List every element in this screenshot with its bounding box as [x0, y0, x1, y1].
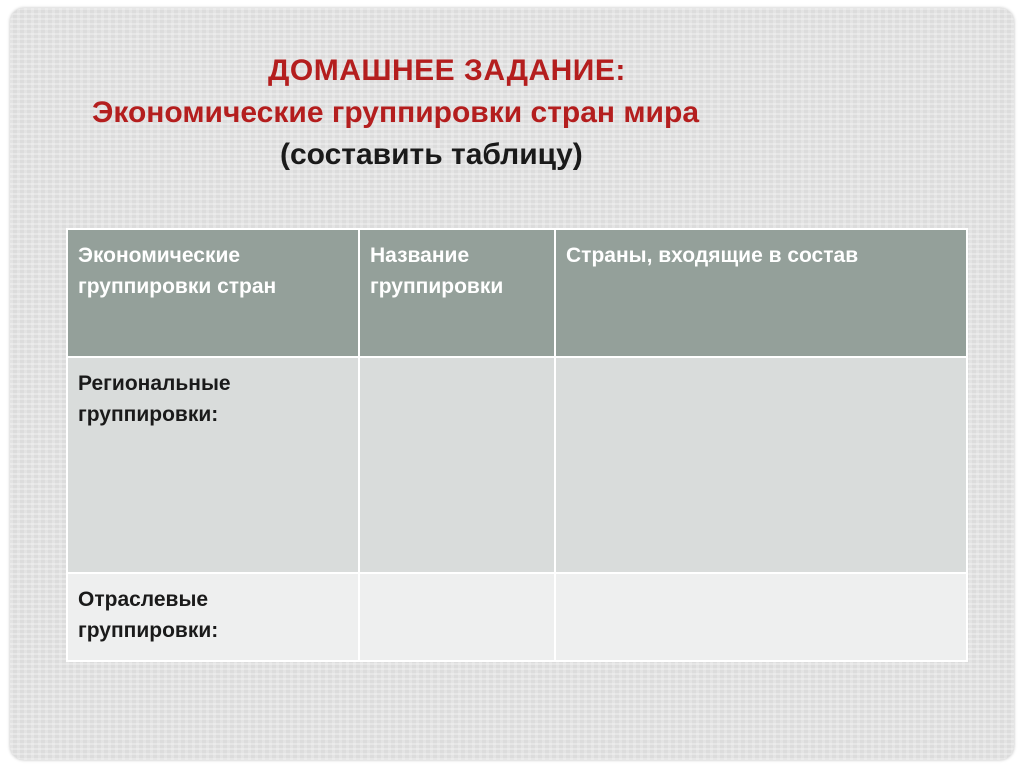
table-row [67, 573, 967, 661]
header-cell-countries: Страны, входящие в состав [555, 229, 967, 357]
slide-instruction: (составить таблицу) [280, 138, 583, 171]
slide-heading: ДОМАШНЕЕ ЗАДАНИЕ: [268, 54, 626, 87]
slide-subtitle: Экономические группировки стран мира [92, 96, 700, 129]
row-label-regional: Региональные группировки: [67, 357, 359, 573]
table-cell [555, 573, 967, 661]
assignment-table [66, 228, 968, 662]
table-row [67, 357, 967, 573]
table-cell [359, 573, 555, 661]
table-header-row [67, 229, 967, 357]
header-cell-name: Название группировки [359, 229, 555, 357]
table-cell [359, 357, 555, 573]
header-cell-groupings: Экономические группировки стран [67, 229, 359, 357]
table-cell [555, 357, 967, 573]
row-label-sectoral: Отраслевые группировки: [67, 573, 359, 661]
